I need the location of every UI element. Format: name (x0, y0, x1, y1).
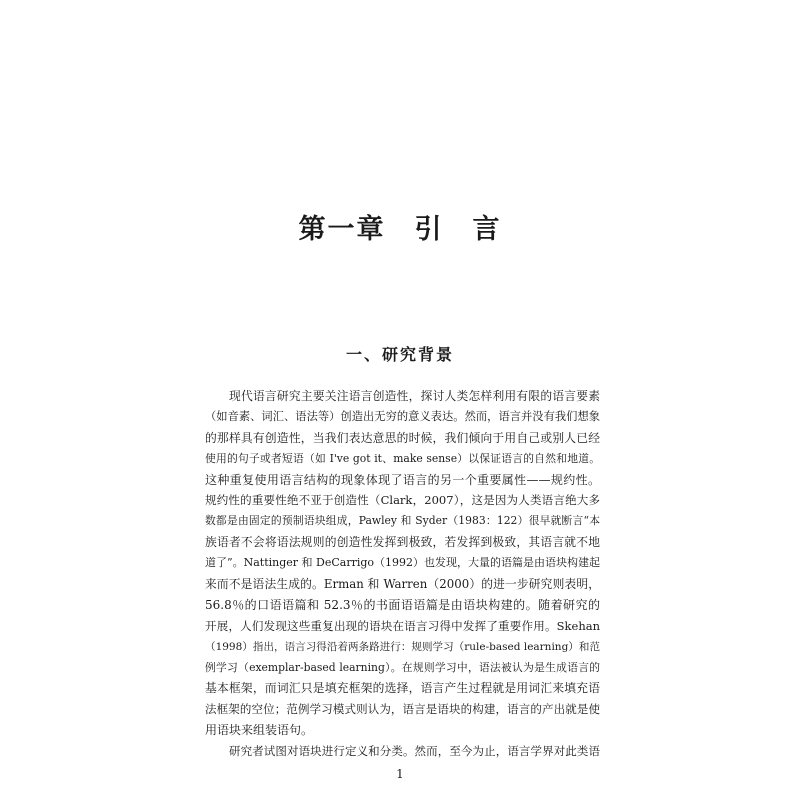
section-heading: 一、研究背景 (345, 345, 454, 364)
body-line: 研究者试图对语块进行定义和分类。然而，至今为止，语言学界对此类语 (229, 744, 600, 759)
body-line: 基本框架，而词汇只是填充框架的选择，语言产生过程就是用词汇来填充语 (205, 681, 600, 696)
body-line: （1998）指出，语言习得沿着两条路进行：规则学习（rule-based learning）和范 (205, 640, 600, 653)
body-line: 数都是由固定的预制语块组成，Pawley 和 Syder（1983：122）很早就断言“本 (205, 514, 600, 528)
page-number: 1 (396, 767, 404, 781)
body-line: （如音素、词汇、语法等）创造出无穷的意义表达。然而，语言并没有我们想象 (205, 409, 600, 423)
body-line: 来而不是语法生成的。Erman 和 Warren（2000）的进一步研究则表明， (205, 577, 600, 592)
body-line: 的那样具有创造性，当我们表达意思的时候，我们倾向于用自己或别人已经 (205, 430, 600, 445)
body-line: 族语者不会将语法规则的创造性发挥到极致，若发挥到极致，其语言就不地 (205, 535, 600, 550)
body-line: 这种重复使用语言结构的现象体现了语言的另一个重要属性——规约性。 (205, 472, 600, 487)
chapter-title: 第一章 引 言 (298, 214, 502, 245)
body-line: 用语块来组装语句。 (205, 723, 314, 738)
body-line: 规约性的重要性绝不亚于创造性（Clark，2007），这是因为人类语言绝大多 (205, 493, 600, 508)
body-text (205, 386, 600, 762)
body-line: 现代语言研究主要关注语言创造性，探讨人类怎样利用有限的语言要素 (229, 389, 600, 403)
body-line: 法框架的空位；范例学习模式则认为，语言是语块的构建，语言的产出就是使 (205, 702, 600, 717)
body-line: 开展，人们发现这些重复出现的语块在语言习得中发挥了重要作用。Skehan (205, 618, 600, 633)
body-line: 例学习（exemplar-based learning）。在规则学习中，语法被认为是生成语言的 (205, 660, 600, 674)
body-line: 道了”。Nattinger 和 DeCarrigo（1992）也发现，大量的语篇是由语块构建起 (205, 556, 601, 570)
body-line: 使用的句子或者短语（如 I've got it、make sense）以保证语言的自然和地道。 (205, 451, 600, 465)
body-line: 56.8％的口语语篇和 52.3％的书面语语篇是由语块构建的。随着研究的 (205, 597, 600, 612)
